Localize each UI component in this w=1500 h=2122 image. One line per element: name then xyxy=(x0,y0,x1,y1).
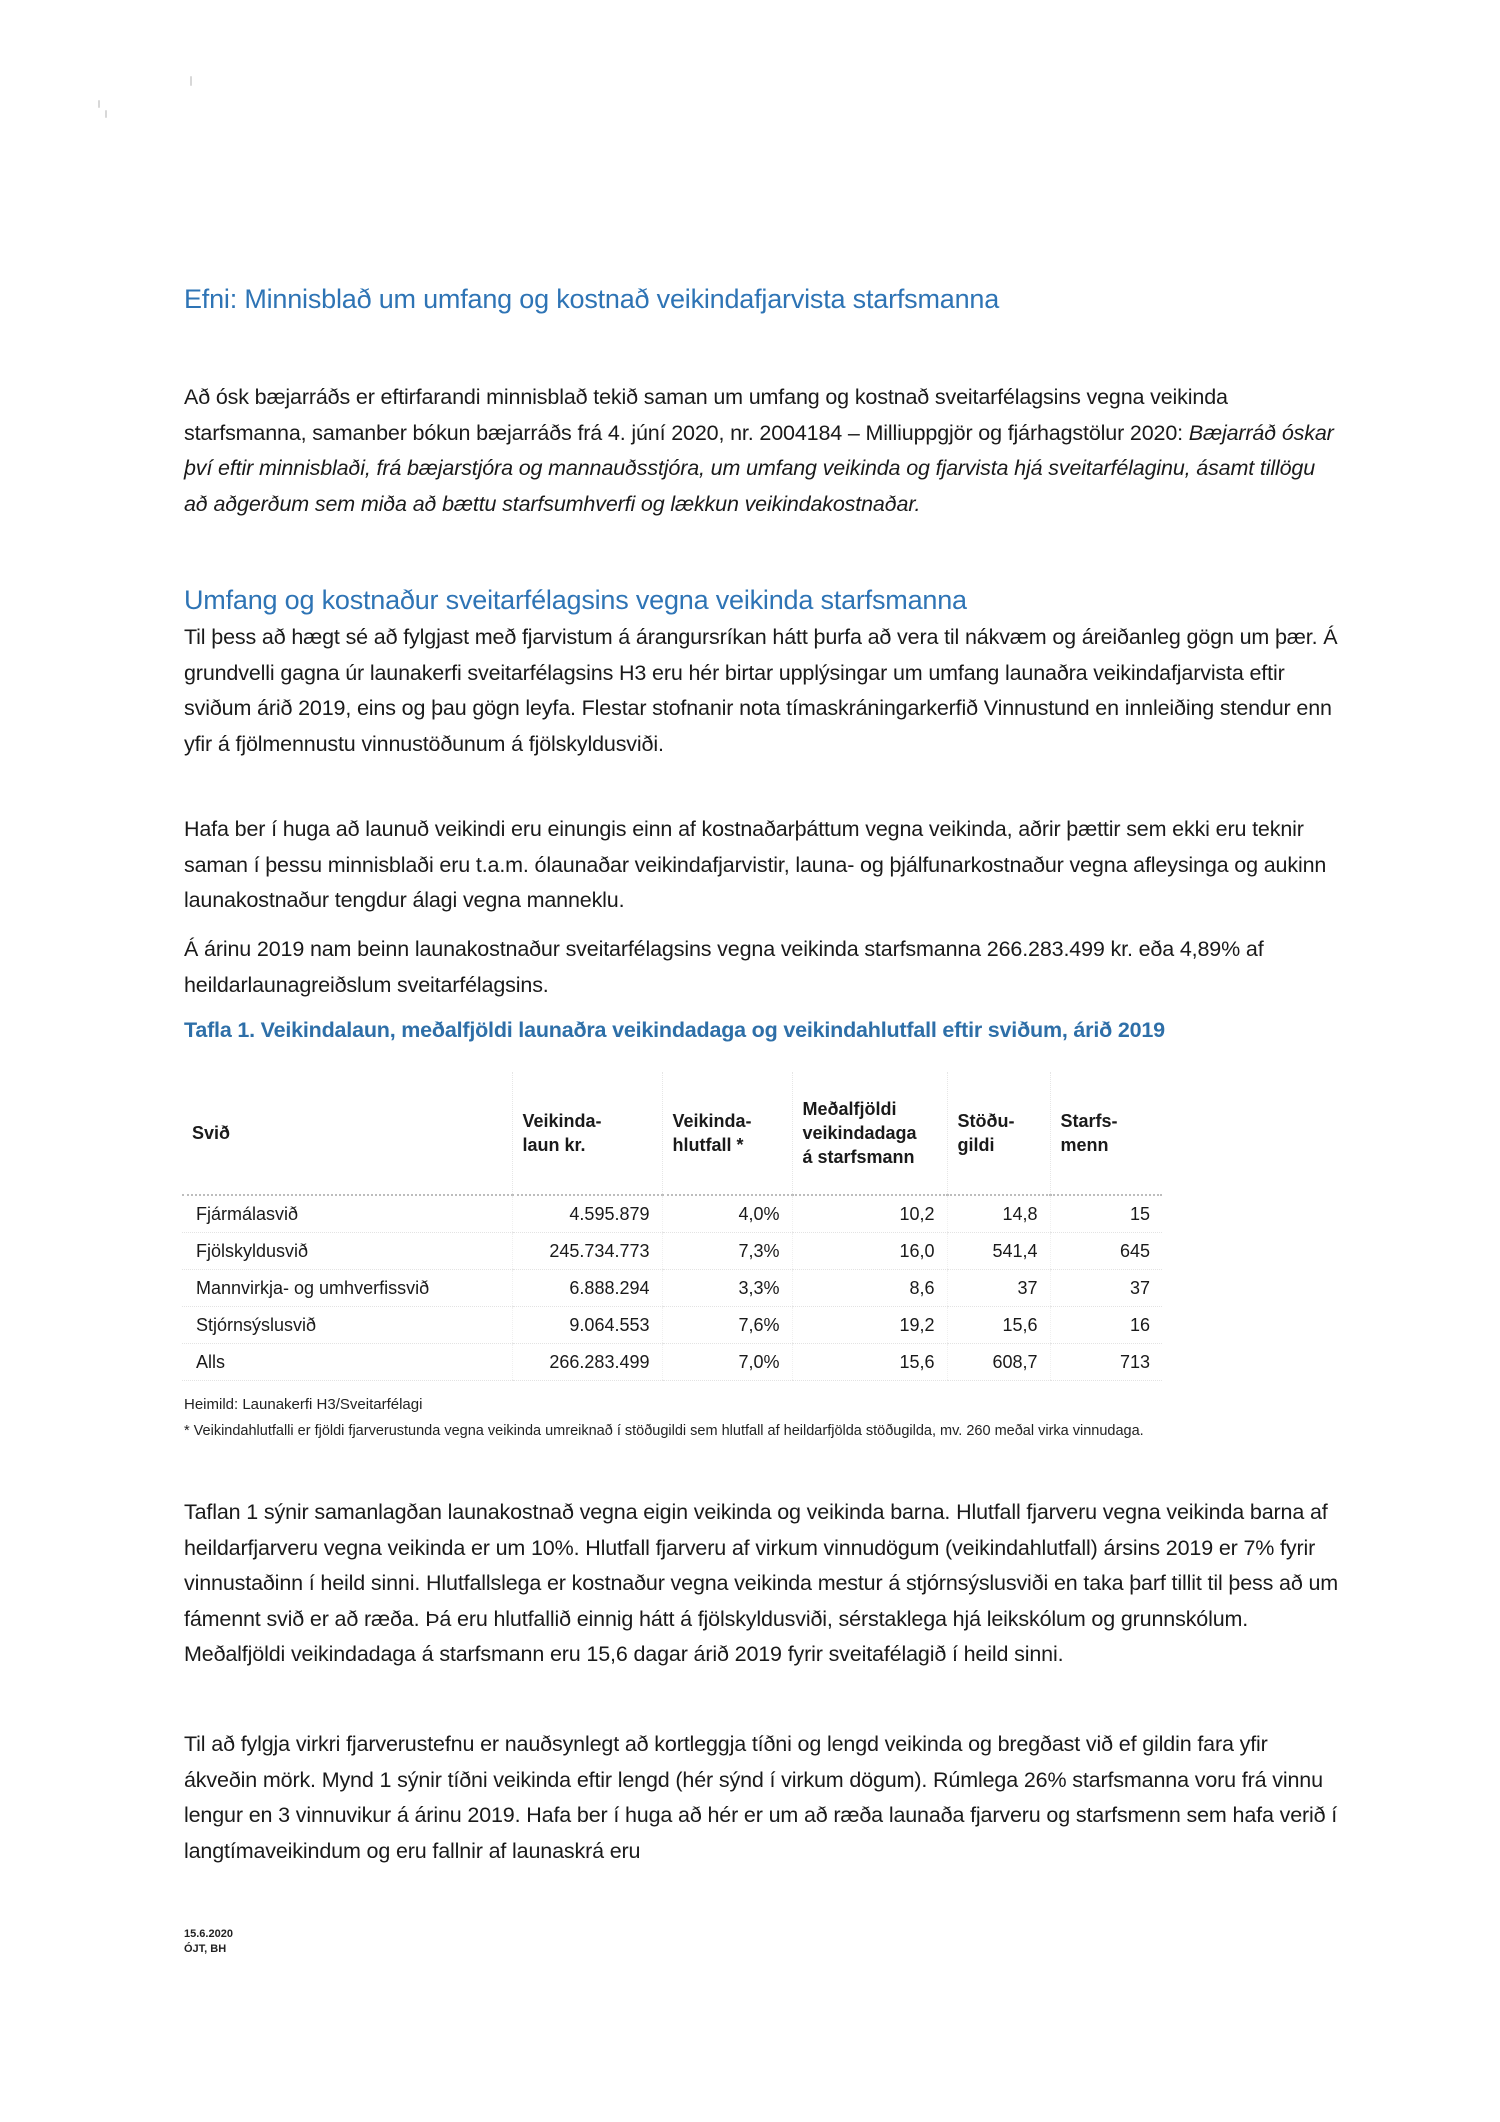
footer xyxy=(184,1927,233,1957)
cell-sick-ratio: 7,3% xyxy=(662,1233,792,1270)
header-sick-ratio: Veikinda- hlutfall * xyxy=(662,1072,792,1195)
document-title: Efni: Minnisblað um umfang og kostnað veikindafjarvista starfsmanna xyxy=(184,284,1000,314)
paragraph-total-cost: Á árinu 2019 nam beinn launakostnaður sveitarfélagsins vegna veikinda starfsmanna 266.283.499 kr. eða 4,89% af heildarlaunagreiðslum sveitarfélagsins. xyxy=(184,937,1264,997)
cell-sick-ratio: 7,6% xyxy=(662,1307,792,1344)
table-row xyxy=(182,1307,1162,1344)
cell-sick-ratio: 7,0% xyxy=(662,1344,792,1381)
table-caption: Tafla 1. Veikindalaun, meðalfjöldi launaðra veikindadaga og veikindahlutfall eftir sviðum, árið 2019 xyxy=(184,1018,1165,1042)
intro-quoted-text: Bæjarráð óskar því eftir minnisblaði, frá bæjarstjóra og mannauðsstjóra, um umfang veikinda og fjarvista hjá sveitarfélaginu, ásamt tillögu að aðgerðum sem miða að bættu starfsumhverfi og lækkun veikindakostnaðar. xyxy=(184,420,1334,516)
header-division: Svið xyxy=(192,1123,231,1143)
cell-sick-pay: 6.888.294 xyxy=(512,1270,662,1307)
table-footnote: * Veikindahlutfalli er fjöldi fjarverustunda vegna veikinda umreiknað í stöðugildi sem hlutfall af heildarfjölda stöðugilda, mv. 260 meðal virka vinnudaga. xyxy=(184,1423,1144,1439)
table-source: Heimild: Launakerfi H3/Sveitarfélagi xyxy=(184,1396,423,1413)
section-heading: Umfang og kostnaður sveitarfélagsins vegna veikinda starfsmanna xyxy=(184,585,967,615)
cell-division: Alls xyxy=(182,1344,512,1381)
header-positions: Stöðu- gildi xyxy=(947,1072,1050,1195)
table-header-row xyxy=(182,1072,1162,1195)
paragraph-data-sources: Til þess að hægt sé að fylgjast með fjarvistum á árangursríkan hátt þurfa að vera til nákvæm og áreiðanleg gögn um þær. Á grundvelli gagna úr launakerfi sveitarfélagsins H3 eru hér birtar upplýsingar um umfang launaðra veikindafjarvista eftir sviðum árið 2019, eins og þau gögn leyfa. Flestar stofnanir nota tímaskráningarkerfið Vinnustund en innleiðing stendur enn yfir á fjölmennustu vinnustöðunum á fjölskyldusviði. xyxy=(184,625,1338,756)
cell-positions: 15,6 xyxy=(947,1307,1050,1344)
cell-sick-pay: 266.283.499 xyxy=(512,1344,662,1381)
paragraph-absence-policy: Til að fylgja virkri fjarverustefnu er nauðsynlegt að kortleggja tíðni og lengd veikinda og bregðast við ef gildin fara yfir ákveðin mörk. Mynd 1 sýnir tíðni veikinda eftir lengd (hér sýnd í virkum dögum). Rúmlega 26% starfsmanna voru frá vinnu lengur en 3 vinnuvikur á árinu 2019. Hafa ber í huga að hér er um að ræða launaða fjarveru og starfsmenn sem hafa verið í langtímaveikindum og eru fallnir af launaskrá eru xyxy=(184,1732,1338,1863)
cell-positions: 14,8 xyxy=(947,1195,1050,1233)
cell-employees: 645 xyxy=(1050,1233,1162,1270)
sick-leave-table xyxy=(182,1072,1162,1381)
paragraph-table-summary: Taflan 1 sýnir samanlagðan launakostnað vegna eigin veikinda og veikinda barna. Hlutfall fjarveru vegna veikinda barna af heildarfjarveru vegna veikinda er um 10%. Hlutfall fjarveru af virkum vinnudögum (veikindahlutfall) ársins 2019 er 7% fyrir vinnustaðinn í heild sinni. Hlutfallslega er kostnaður vegna veikinda mestur á stjórnsýslusviði en taka þarf tillit til þess að um fámennt svið er að ræða. Þá eru hlutfallið einnig hátt á fjölskyldusviði, sérstaklega hjá leikskólum og grunnskólum. Meðalfjöldi veikindadaga á starfsmann eru 15,6 dagar árið 2019 fyrir sveitafélagið í heild sinni. xyxy=(184,1500,1339,1666)
cell-sick-pay: 9.064.553 xyxy=(512,1307,662,1344)
header-avg-sick-days: Meðalfjöldi veikindadaga á starfsmann xyxy=(792,1072,947,1195)
cell-sick-ratio: 4,0% xyxy=(662,1195,792,1233)
scan-speck xyxy=(105,110,107,118)
cell-division: Fjölskyldusvið xyxy=(182,1233,512,1270)
cell-sick-pay: 245.734.773 xyxy=(512,1233,662,1270)
cell-avg-sick-days: 19,2 xyxy=(792,1307,947,1344)
footer-initials: ÓJT, BH xyxy=(184,1943,227,1955)
cell-division: Mannvirkja- og umhverfissvið xyxy=(182,1270,512,1307)
cell-positions: 608,7 xyxy=(947,1344,1050,1381)
cell-sick-pay: 4.595.879 xyxy=(512,1195,662,1233)
scan-speck xyxy=(190,76,192,86)
cell-avg-sick-days: 16,0 xyxy=(792,1233,947,1270)
cell-division: Stjórnsýslusvið xyxy=(182,1307,512,1344)
paragraph-cost-factors: Hafa ber í huga að launuð veikindi eru einungis einn af kostnaðarþáttum vegna veikinda, aðrir þættir sem ekki eru teknir saman í þessu minnisblaði eru t.a.m. ólaunaðar veikindafjarvistir, launa- og þjálfunarkostnaður vegna afleysinga og aukinn launakostnaður tengdur álagi vegna manneklu. xyxy=(184,817,1327,912)
table-row xyxy=(182,1270,1162,1307)
cell-employees: 37 xyxy=(1050,1270,1162,1307)
intro-plain-text: Að ósk bæjarráðs er eftirfarandi minnisblað tekið saman um umfang og kostnað sveitarfélagsins vegna veikinda starfsmanna, samanber bókun bæjarráðs frá 4. júní 2020, nr. 2004184 – Milliuppgjör og fjárhagstölur 2020: xyxy=(184,385,1228,445)
cell-employees: 15 xyxy=(1050,1195,1162,1233)
table-row xyxy=(182,1233,1162,1270)
table-row xyxy=(182,1195,1162,1233)
cell-avg-sick-days: 8,6 xyxy=(792,1270,947,1307)
header-sick-pay: Veikinda- laun kr. xyxy=(512,1072,662,1195)
cell-sick-ratio: 3,3% xyxy=(662,1270,792,1307)
cell-employees: 16 xyxy=(1050,1307,1162,1344)
cell-division: Fjármálasvið xyxy=(182,1195,512,1233)
header-employees: Starfs- menn xyxy=(1050,1072,1162,1195)
footer-date: 15.6.2020 xyxy=(184,1928,233,1940)
cell-positions: 541,4 xyxy=(947,1233,1050,1270)
cell-positions: 37 xyxy=(947,1270,1050,1307)
scan-speck xyxy=(98,100,100,108)
table-row-total xyxy=(182,1344,1162,1381)
intro-paragraph xyxy=(184,380,1344,522)
cell-avg-sick-days: 10,2 xyxy=(792,1195,947,1233)
cell-employees: 713 xyxy=(1050,1344,1162,1381)
cell-avg-sick-days: 15,6 xyxy=(792,1344,947,1381)
